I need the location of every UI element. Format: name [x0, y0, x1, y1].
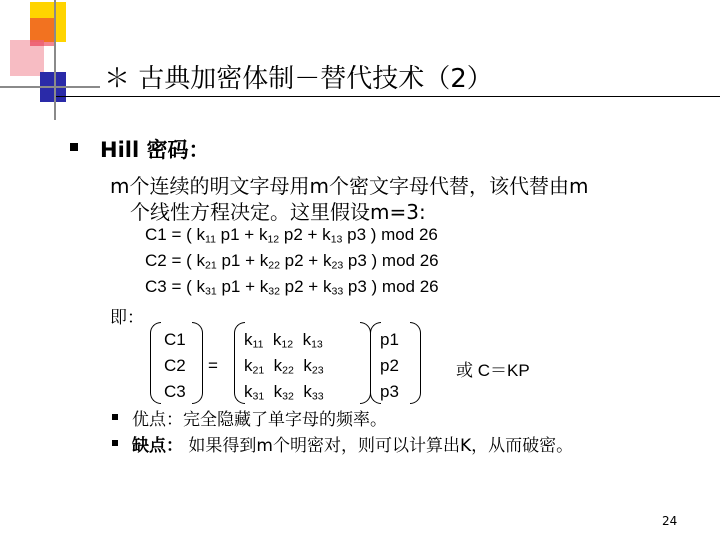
hill-heading: Hill 密码： [100, 138, 210, 162]
corner-decoration [0, 0, 100, 120]
page-number: 24 [662, 514, 678, 528]
equation-row: C1 = ( $k_{11}$ $p1 + k_{12}$ $p2 + k_{13}$ p3 ) mod 26 [145, 225, 438, 246]
equation-row: C3 = ( $k_{31}$ $p1 + k_{32}$ $p2 + k_{33}$ p3 ) mod 26 [145, 277, 439, 298]
advantage-text: 优点：完全隐藏了单字母的频率。 [132, 410, 387, 430]
slide-title: ＊ 古典加密体制－替代技术（2） [104, 64, 493, 94]
or-c-equals-kp: 或 C＝KP [456, 361, 530, 380]
deco-vertical-line [54, 0, 56, 120]
bullet-icon [112, 440, 118, 446]
k-matrix-row: $k_{31}$ $k_{32}$ $k_{33}$ [244, 382, 324, 403]
bullet-icon [112, 414, 118, 420]
disadvantage-text: 如果得到m个明密对，则可以计算出K，从而破密。 [183, 436, 574, 456]
c-vector-entry: C2 [164, 356, 186, 375]
deco-horizontal-line [0, 86, 100, 88]
p-vector-entry: p1 [380, 330, 399, 349]
equals-sign: = [208, 356, 218, 375]
bullet-icon [70, 143, 78, 151]
ji-label: 即： [110, 308, 144, 328]
k-matrix-row: $k_{21}$ $k_{22}$ $k_{23}$ [244, 356, 324, 377]
p-vector-right-bracket [410, 322, 421, 404]
intro-line-1: m个连续的明文字母用m个密文字母代替，该代替由m [110, 174, 589, 198]
c-vector-right-bracket [192, 322, 203, 404]
disadvantage-label: 缺点： [132, 436, 183, 456]
equation-row: C2 = ( $k_{21}$ $p1 + k_{22}$ $p2 + k_{23}$ p3 ) mod 26 [145, 251, 439, 272]
title-underline [56, 96, 720, 97]
intro-line-2: 个线性方程决定。这里假设m=3: [130, 200, 426, 224]
p-vector-entry: p2 [380, 356, 399, 375]
disadvantage-row [132, 431, 573, 456]
p-vector-entry: p3 [380, 382, 399, 401]
deco-red-square [30, 18, 56, 46]
c-vector-entry: C3 [164, 382, 186, 401]
c-vector-left-bracket [150, 322, 161, 404]
c-vector-entry: C1 [164, 330, 186, 349]
k-matrix-row: $k_{11}$ $k_{12}$ $k_{13}$ [244, 330, 323, 351]
